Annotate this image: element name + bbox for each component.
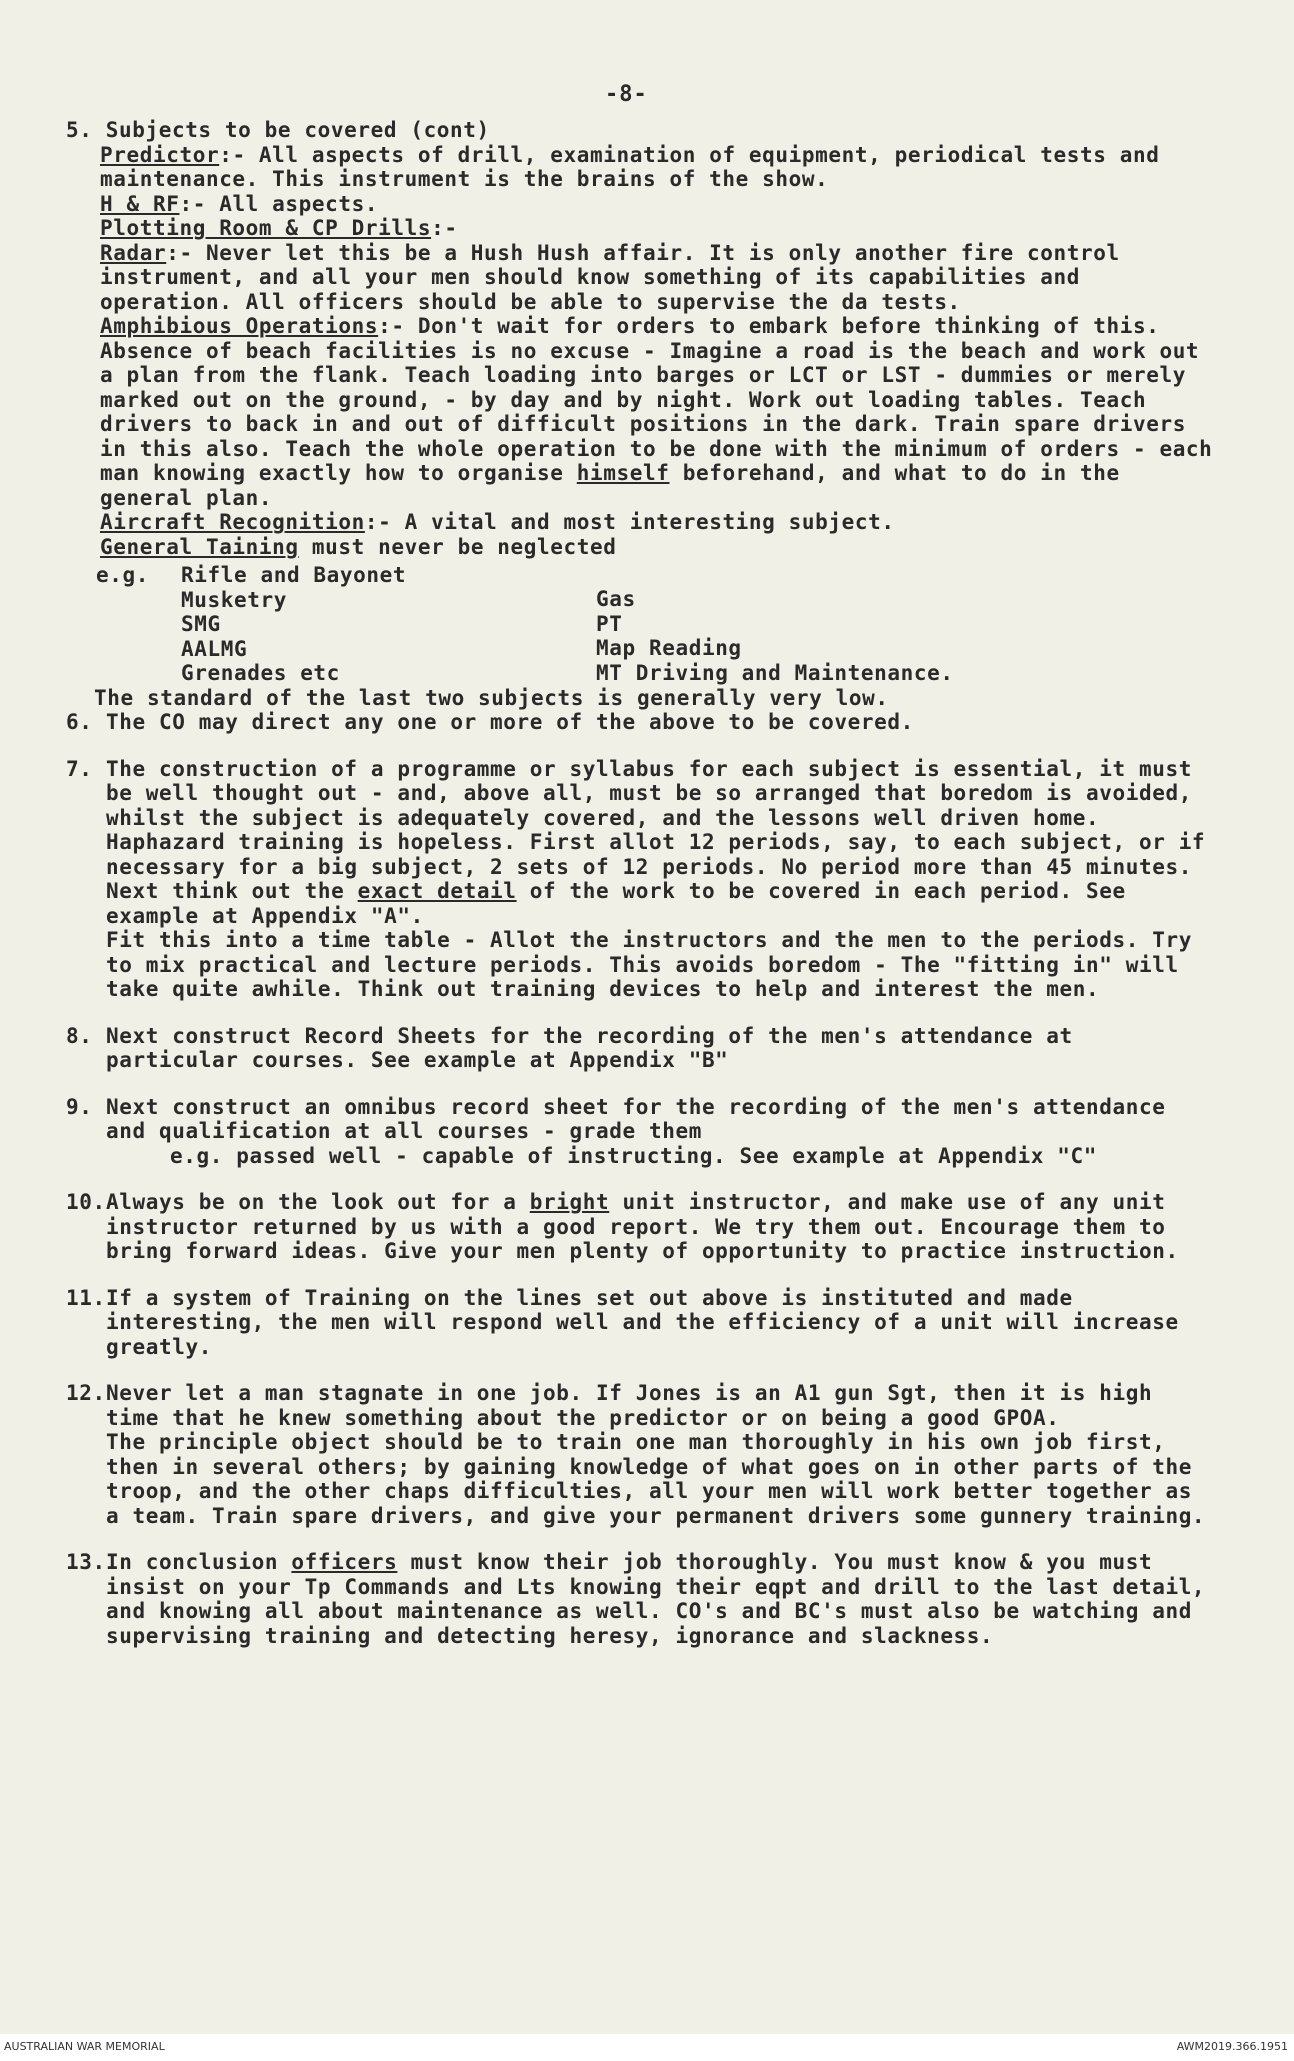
item-text	[106, 757, 1216, 1002]
general-text: must never be neglected	[298, 534, 617, 559]
item-text	[106, 1550, 1216, 1648]
aircraft-text: :- A vital and most interesting subject.	[364, 510, 895, 534]
item-number: 13.	[66, 1550, 106, 1574]
list-item-12	[66, 1381, 1216, 1528]
eg-label: e.g.	[96, 563, 149, 587]
training-column-2	[596, 563, 954, 686]
item-10-emphasis: bright	[529, 1190, 610, 1214]
item-12-para-a: Never let a man stagnate in one job. If Jones is an A1 gun Sgt, then it is high time that he knew something about the predictor or on being a good GPOA.	[106, 1381, 1153, 1430]
training-item: Map Reading	[596, 636, 742, 660]
item-9-example: e.g. passed well - capable of instructing. See example at Appendix "C"	[170, 1143, 1098, 1168]
item-13-emphasis: officers	[291, 1550, 398, 1574]
list-item-11	[66, 1286, 1216, 1360]
item-7-text-b1: Next think out the	[106, 879, 358, 903]
item-7-text-b2: of the work to be covered in each period. See example at Appendix "A".	[106, 879, 1126, 928]
training-item: SMG	[181, 612, 221, 636]
item-text	[106, 1381, 1216, 1528]
training-item: Grenades etc	[181, 661, 340, 685]
footer-reference: AWM2019.366.1951	[1176, 2040, 1288, 2053]
training-item: AALMG	[181, 636, 248, 661]
amphibious-paragraph	[100, 314, 1216, 510]
training-list	[66, 563, 1216, 686]
item-7-para-c: Fit this into a time table - Allot the instructors and the men to the periods. Try to mix practical and lecture periods. This avoids boredom - The "fitting in" will take quite awhile. Think out training devices to help and interest the men.	[106, 928, 1192, 1001]
item-12-para-b: The principle object should be to train one man thoroughly in his own job first, then in several others; by gaining knowledge of what goes on in other parts of the troop, and the other chaps difficulties, all your men will work better together as a team. Train spare drivers, and give your permanent drivers some gunnery training.	[106, 1430, 1206, 1528]
standard-note: The standard of the last two subjects is generally very low.	[94, 685, 889, 710]
item-9-para: Next construct an omnibus record sheet for the recording of the men's attendance and qualification at all courses - grade them	[106, 1094, 1166, 1143]
amphibious-text: :- Don't wait for orders to embark before thinking of this. Absence of beach facilities is no excuse - Imagine a road is the beach and work out a plan from the flank. Teach loading into barges or LCT or LST - dummies or merely marked out on the ground, - by day and by night. Work out loading tables. Teach drivers to back in and out of difficult positions in the dark. Train spare drivers in this also. Teach the whole operation to be done with the minimum of orders - each man knowing exactly how to organise	[100, 314, 1213, 485]
item-number: 12.	[66, 1381, 106, 1405]
predictor-paragraph	[100, 143, 1216, 192]
predictor-text: :- All aspects of drill, examination of equipment, periodical tests and maintenance. This instrument is the brains of the show.	[100, 142, 1160, 191]
training-item: Musketry	[181, 587, 287, 612]
item-10-text-1: Always be on the look out for a	[106, 1190, 530, 1214]
document-body	[66, 118, 1216, 1670]
general-paragraph	[100, 535, 1216, 560]
list-item-9	[66, 1095, 1216, 1169]
item-number: 11.	[66, 1285, 106, 1310]
item-7-para-a: The construction of a programme or syllabus for each subject is essential, it must be well thought out - and, above all, must be so arranged that boredom is avoided, whilst the subject is adequately covered, and the lessons well driven home. Haphazard training is hopeless. First allot 12 periods, say, to each subject, or if necessary for a big subject, 2 sets of 12 periods. No period more than 45 minutes.	[106, 756, 1206, 879]
item-text	[106, 1095, 1216, 1169]
page-number: -8-	[605, 82, 648, 107]
amphibious-label: Amphibious Operations	[100, 314, 379, 338]
radar-paragraph	[100, 241, 1216, 315]
list-item-8	[66, 1024, 1216, 1073]
list-item-10	[66, 1190, 1216, 1264]
item-13-text-2: must know their job thoroughly. You must know & you must insist on your Tp Commands and Lts knowing their eqpt and drill to the last detail, and knowing all about maintenance as well. CO's and BC's must also be watching and supervising training and detecting heresy, ignorance and slackness.	[106, 1550, 1206, 1648]
item-text	[106, 1190, 1216, 1264]
item-text: The CO may direct any one or more of the above to be covered.	[106, 710, 914, 734]
archive-footer	[0, 2034, 1294, 2061]
training-column-1	[96, 563, 596, 686]
radar-text: :- Never let this be a Hush Hush affair. It is only another fire control instrument, and all your men should know something of its capabilities and operation. All officers should be able to supervise the da tests.	[100, 240, 1120, 314]
list-item-6	[66, 710, 1216, 735]
radar-label: Radar	[100, 240, 167, 265]
item-number: 7.	[66, 756, 93, 781]
training-item: MT Driving and Maintenance.	[596, 660, 954, 685]
item-number: 6.	[66, 710, 93, 734]
hrf-label: H & RF	[100, 191, 180, 216]
amphibious-emphasis: himself	[576, 461, 670, 485]
subjects-block	[66, 143, 1216, 560]
item-number: 9.	[66, 1094, 93, 1119]
training-item	[96, 563, 596, 588]
item-7-para-b	[106, 879, 1216, 928]
training-item-text: Rifle and Bayonet	[181, 563, 407, 587]
training-item: PT	[596, 611, 623, 636]
item-text: If a system of Training on the lines set out above is instituted and made interesting, the men will respond well and the efficiency of a unit will increase greatly.	[106, 1285, 1179, 1359]
item-number: 10.	[66, 1190, 106, 1214]
list-item-13	[66, 1550, 1216, 1648]
hrf-paragraph	[100, 192, 1216, 217]
plotting-text: :-	[431, 216, 458, 240]
plotting-paragraph	[100, 216, 1216, 241]
general-label: General Taining	[100, 534, 299, 559]
item-13-text-1: In conclusion	[106, 1550, 292, 1574]
training-item: Gas	[596, 587, 636, 611]
hrf-text: :- All aspects.	[179, 191, 379, 216]
item-text: Next construct Record Sheets for the recording of the men's attendance at particular courses. See example at Appendix "B"	[106, 1023, 1073, 1072]
section-heading: 5. Subjects to be covered (cont)	[66, 118, 490, 142]
aircraft-label: Aircraft Recognition	[100, 510, 365, 534]
item-10-text-2: unit instructor, and make use of any unit instructor returned by us with a good report. We try them out. Encourage them to bring forward ideas. Give your men plenty of opportunity to practice instruction.	[106, 1190, 1179, 1263]
aircraft-paragraph	[100, 510, 1216, 535]
footer-institution: AUSTRALIAN WAR MEMORIAL	[4, 2040, 165, 2053]
item-7-emphasis: exact detail	[357, 879, 517, 903]
amphibious-text-end: beforehand, and what to do in the general plan.	[100, 461, 1120, 510]
item-number: 8.	[66, 1023, 93, 1048]
list-item-7	[66, 757, 1216, 1002]
predictor-label: Predictor	[100, 142, 220, 167]
plotting-label: Plotting Room & CP Drills	[100, 216, 432, 240]
